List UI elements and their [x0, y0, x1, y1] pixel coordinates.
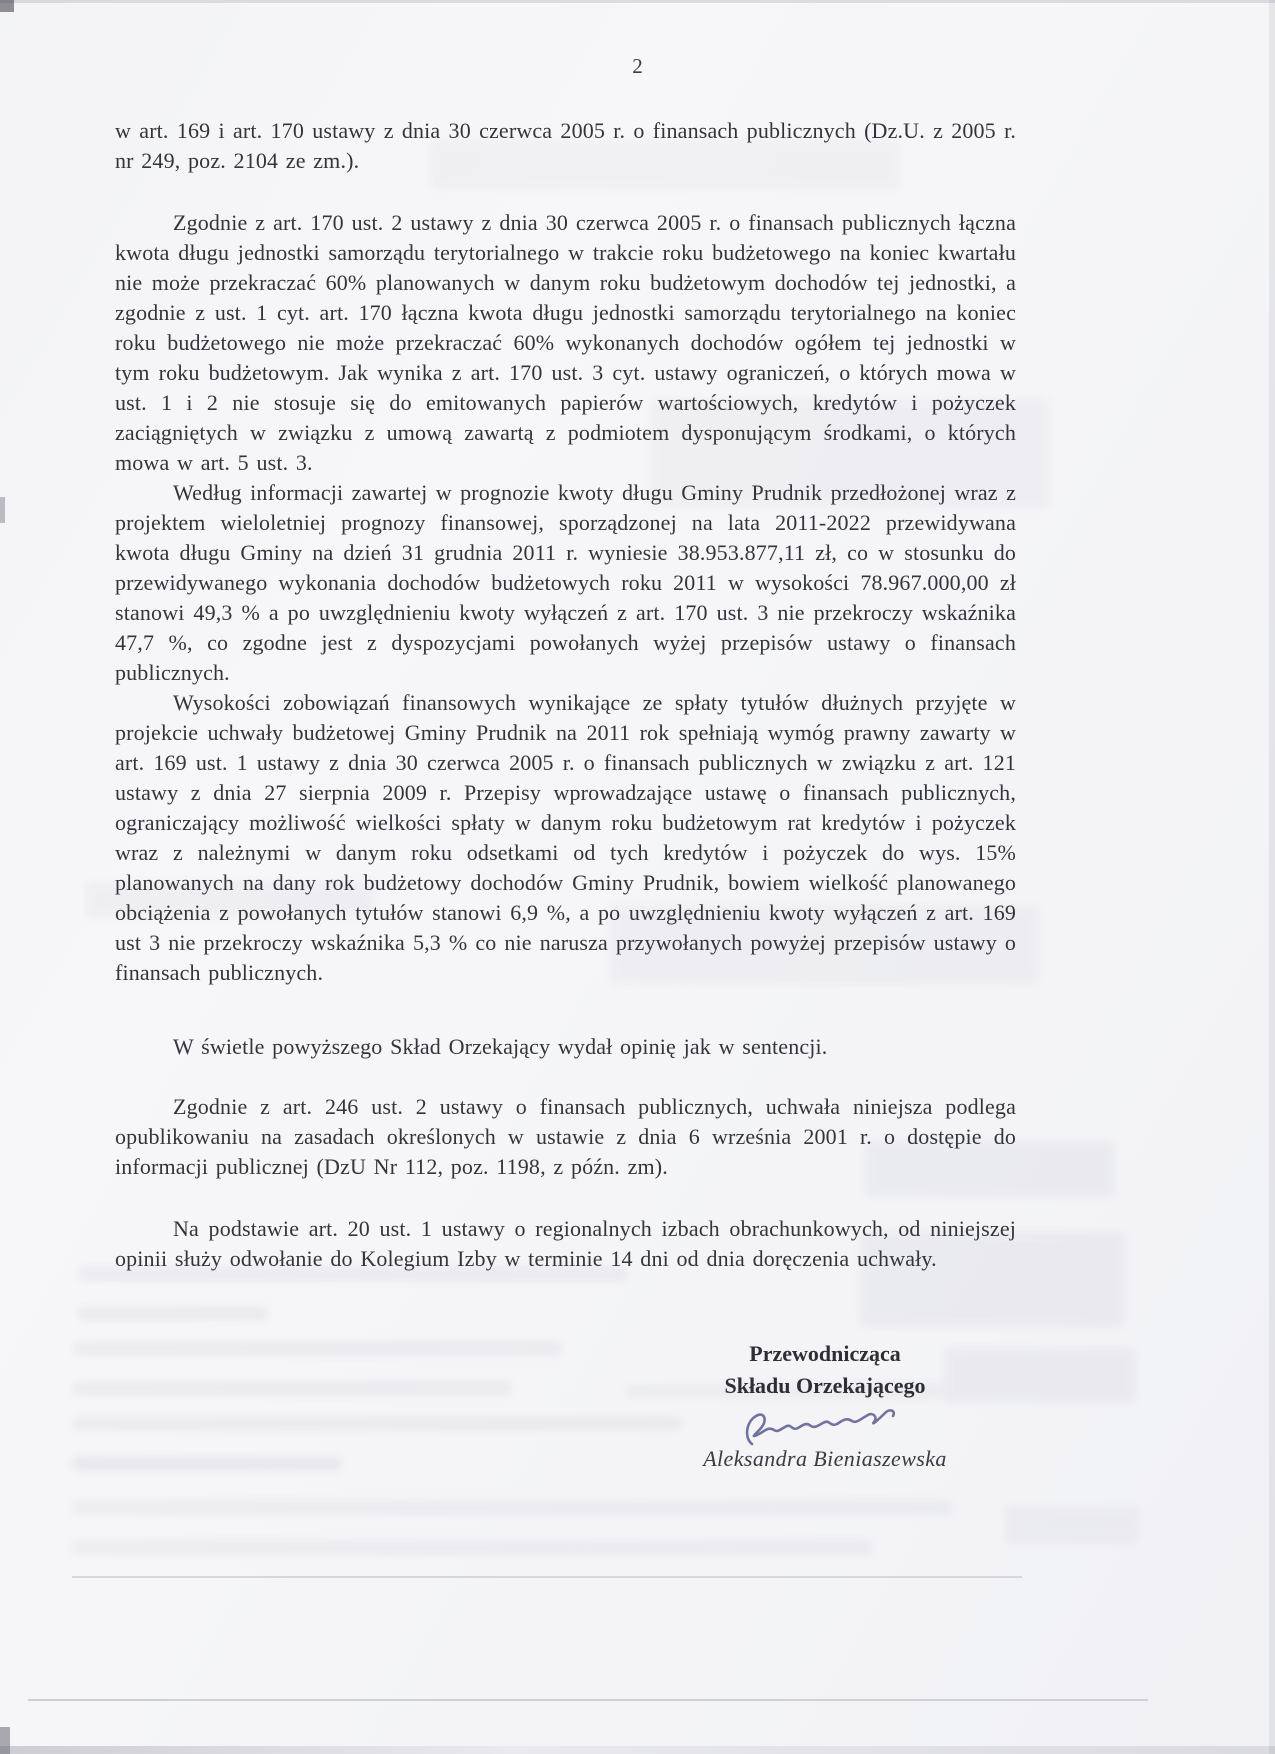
bleed-through-artifact — [1005, 1506, 1140, 1544]
scan-artifact — [0, 0, 1275, 3]
document-paragraph: W świetle powyższego Skład Orzekający wydał opinię jak w sentencji. — [173, 1034, 828, 1059]
document-paragraph: Wysokości zobowiązań finansowych wynikające ze spłaty tytułów dłużnych przyjęte w projekcie uchwały budżetowej Gminy Prudnik na 2011 rok spełniają wymóg prawny zawarty w art. 169 ust. 1 ustawy z dnia 30 czerwca 2005 r. o finansach publicznych w związku z art. 121 ustawy z dnia 27 sierpnia 2009 r. Przepisy wprowadzające ustawę o finansach publicznych, ograniczający możliwość wielkości spłaty w danym roku budżetowym rat kredytów i pożyczek wraz z należnymi w danym roku odsetkami od tych kredytów i pożyczek do wys. 15% planowanych na dany rok budżetowy dochodów Gminy Prudnik, bowiem wielkość planowanego obciążenia z powołanych tytułów stanowi 6,9 %, a po uwzględnieniu kwoty wyłączeń z art. 169 ust 3 nie przekroczy wskaźnika 5,3 % co nie narusza przywołanych powyżej przepisów ustawy o finansach publicznych. — [115, 690, 1016, 985]
scan-line-artifact — [28, 1699, 1148, 1701]
document-paragraph: w art. 169 i art. 170 ustawy z dnia 30 czerwca 2005 r. o finansach publicznych (Dz.U. z 2005 r. nr 249, poz. 2104 ze zm.). — [115, 118, 1016, 173]
signature-role-line-1: Przewodnicząca — [749, 1341, 901, 1366]
signature-stroke — [747, 1410, 894, 1444]
scan-artifact — [0, 0, 14, 12]
page-number: 2 — [632, 54, 643, 78]
scan-line-artifact — [72, 1576, 1022, 1578]
handwritten-signature — [730, 1404, 920, 1452]
document-paragraph: Na podstawie art. 20 ust. 1 ustawy o regionalnych izbach obrachunkowych, od niniejszej opinii służy odwołanie do Kolegium Izby w terminie 14 dni od dnia doręczenia uchwały. — [115, 1216, 1016, 1271]
signatory-name: Aleksandra Bieniaszewska — [703, 1446, 947, 1471]
scan-artifact — [0, 1727, 10, 1754]
scan-artifact — [0, 497, 5, 523]
scan-artifact — [1269, 0, 1275, 1754]
bleed-through-artifact — [72, 1500, 952, 1515]
document-paragraph: Zgodnie z art. 246 ust. 2 ustawy o finansach publicznych, uchwała niniejsza podlega opublikowaniu na zasadach określonych w ustawie z dnia 6 września 2001 r. o dostępie do informacji publicznej (DzU Nr 112, poz. 1198, z późn. zm). — [115, 1094, 1016, 1179]
document-paragraph: Według informacji zawartej w prognozie kwoty długu Gminy Prudnik przedłożonej wraz z projektem wieloletniej prognozy finansowej, sporządzonej na lata 2011-2022 przewidywana kwota długu Gminy na dzień 31 grudnia 2011 r. wyniesie 38.953.877,11 zł, co w stosunku do przewidywanego wykonania dochodów budżetowych roku 2011 w wysokości 78.967.000,00 zł stanowi 49,3 % a po uwzględnieniu kwoty wyłączeń z art. 170 ust. 3 nie przekroczy wskaźnika 47,7 %, co zgodne jest z dyspozycjami powołanych wyżej przepisów ustawy o finansach publicznych. — [115, 480, 1016, 685]
signature-block — [660, 1338, 990, 1472]
document-body — [115, 116, 1016, 1472]
scan-artifact — [0, 1746, 1275, 1754]
document-paragraph: Zgodnie z art. 170 ust. 2 ustawy z dnia 30 czerwca 2005 r. o finansach publicznych łączna kwota długu jednostki samorządu terytorialnego w trakcie roku budżetowego na koniec kwartału nie może przekraczać 60% planowanych w danym roku budżetowym dochodów tej jednostki, a zgodnie z ust. 1 cyt. art. 170 łączna kwota długu jednostki samorządu terytorialnego na koniec roku budżetowego nie może przekraczać 60% wykonanych dochodów ogółem tej jednostki w tym roku budżetowym. Jak wynika z art. 170 ust. 3 cyt. ustawy ograniczeń, o których mowa w ust. 1 i 2 nie stosuje się do emitowanych papierów wartościowych, kredytów i pożyczek zaciągniętych w związku z umową zawartą z podmiotem dysponującym środkami, o których mowa w art. 5 ust. 3. — [115, 210, 1016, 475]
signature-role-line-2: Składu Orzekającego — [724, 1373, 926, 1398]
bleed-through-artifact — [72, 1540, 872, 1555]
